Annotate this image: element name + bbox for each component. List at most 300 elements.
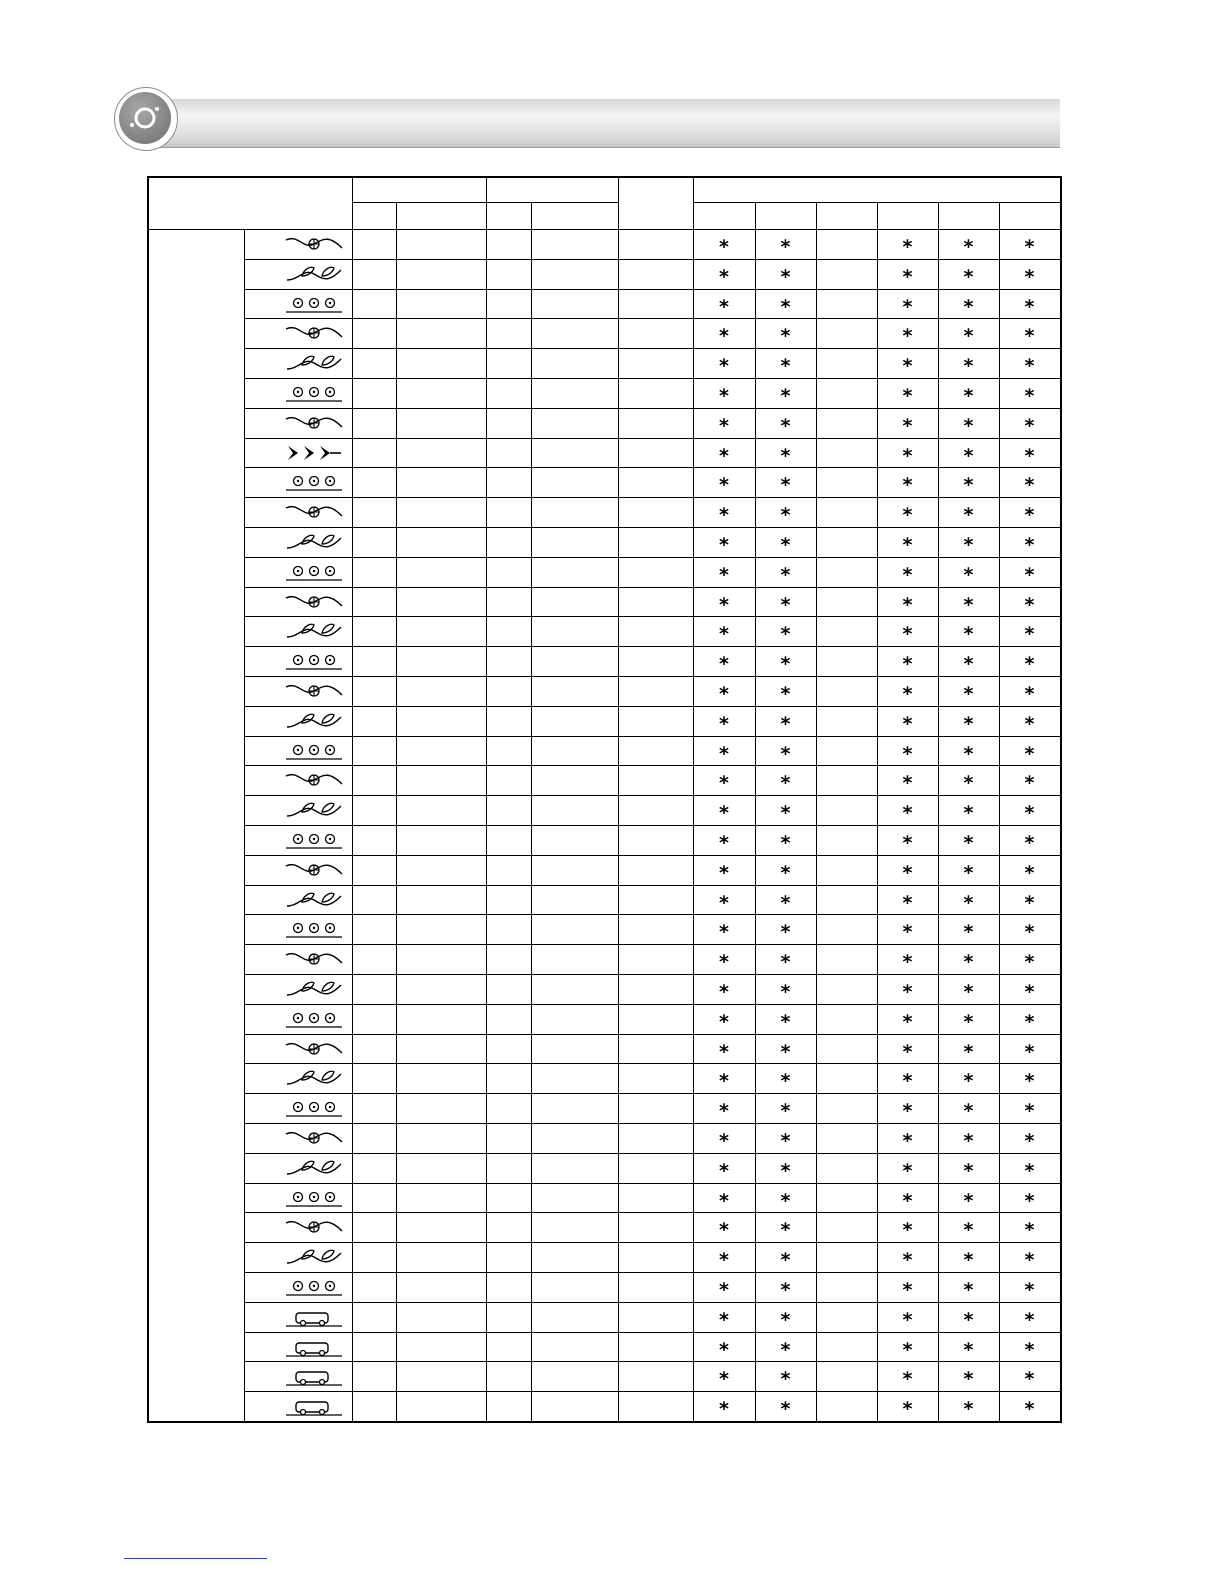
column-divider <box>531 202 532 1421</box>
availability-mark: * <box>963 355 974 378</box>
disc-icon <box>119 92 171 144</box>
row-rule <box>244 855 1060 856</box>
availability-mark: * <box>719 742 729 765</box>
availability-mark: * <box>902 533 913 556</box>
availability-mark: * <box>780 1338 791 1361</box>
availability-mark: * <box>719 1368 729 1391</box>
availability-mark: * <box>963 980 974 1003</box>
availability-mark: * <box>963 444 974 467</box>
availability-mark: * <box>780 1010 791 1033</box>
row-rule <box>244 1004 1060 1005</box>
availability-mark: * <box>1024 504 1035 527</box>
availability-mark: * <box>780 951 791 974</box>
clover-heart-icon <box>284 709 344 733</box>
availability-mark: * <box>719 1249 729 1272</box>
chevron-leaves-icon <box>284 441 344 465</box>
availability-mark: * <box>780 682 791 705</box>
row-rule <box>244 1183 1060 1184</box>
availability-mark: * <box>902 235 913 258</box>
row-rule <box>244 1034 1060 1035</box>
availability-mark: * <box>719 295 729 318</box>
row-rule <box>244 1063 1060 1064</box>
availability-mark: * <box>902 1249 913 1272</box>
availability-mark: * <box>719 1040 729 1063</box>
availability-mark: * <box>780 891 791 914</box>
grass-tuft-icon <box>284 888 344 912</box>
availability-mark: * <box>1024 1278 1035 1301</box>
availability-mark: * <box>719 563 729 586</box>
row-rule <box>244 1242 1060 1243</box>
availability-mark: * <box>780 980 791 1003</box>
row-rule <box>244 736 1060 737</box>
availability-mark: * <box>719 712 729 735</box>
availability-mark: * <box>902 861 913 884</box>
column-divider <box>486 176 487 1421</box>
row-rule <box>244 1123 1060 1124</box>
availability-mark: * <box>1024 384 1035 407</box>
availability-mark: * <box>780 1219 791 1242</box>
availability-mark: * <box>780 1368 791 1391</box>
availability-mark: * <box>963 1189 974 1212</box>
availability-mark: * <box>902 1219 913 1242</box>
availability-mark: * <box>963 1010 974 1033</box>
availability-mark: * <box>719 414 729 437</box>
availability-mark: * <box>780 772 791 795</box>
availability-mark: * <box>719 861 729 884</box>
availability-mark: * <box>963 1040 974 1063</box>
availability-mark: * <box>963 265 974 288</box>
star-flower-outline-icon <box>284 768 344 792</box>
row-rule <box>244 259 1060 260</box>
lotus-icon <box>284 1186 344 1210</box>
availability-mark: * <box>963 1070 974 1093</box>
availability-mark: * <box>1024 1338 1035 1361</box>
availability-mark: * <box>902 1070 913 1093</box>
availability-mark: * <box>963 1219 974 1242</box>
availability-mark: * <box>902 593 913 616</box>
availability-mark: * <box>1024 1129 1035 1152</box>
row-rule <box>244 1093 1060 1094</box>
availability-mark: * <box>1024 355 1035 378</box>
availability-mark: * <box>1024 951 1035 974</box>
availability-mark: * <box>780 444 791 467</box>
availability-mark: * <box>719 355 729 378</box>
table-border-right <box>1060 176 1062 1423</box>
availability-mark: * <box>719 474 729 497</box>
availability-mark: * <box>780 831 791 854</box>
availability-mark: * <box>963 1338 974 1361</box>
fern-sprig-icon <box>284 411 344 435</box>
availability-mark: * <box>902 295 913 318</box>
availability-mark: * <box>963 1249 974 1272</box>
star-flower-bold-icon <box>284 739 344 763</box>
row-rule <box>244 408 1060 409</box>
flower-garland-icon <box>284 530 344 554</box>
section-badge <box>119 92 171 144</box>
sailboat-icon <box>284 1394 344 1418</box>
wave-arch-icon <box>284 1126 344 1150</box>
column-divider <box>755 202 756 1421</box>
row-rule <box>244 885 1060 886</box>
availability-mark: * <box>902 504 913 527</box>
availability-mark: * <box>1024 1219 1035 1242</box>
row-rule <box>244 318 1060 319</box>
subheader-rule <box>352 202 618 203</box>
availability-mark: * <box>963 1398 974 1421</box>
availability-mark: * <box>1024 831 1035 854</box>
availability-mark: * <box>902 802 913 825</box>
row-rule <box>244 467 1060 468</box>
availability-mark: * <box>902 474 913 497</box>
zigzag-band-icon <box>284 1245 344 1269</box>
availability-mark: * <box>963 1129 974 1152</box>
availability-mark: * <box>1024 891 1035 914</box>
availability-mark: * <box>719 1010 729 1033</box>
heart-leaf-icon <box>284 1156 344 1180</box>
availability-mark: * <box>719 265 729 288</box>
availability-mark: * <box>902 1368 913 1391</box>
bead-diamond-icon <box>284 1037 344 1061</box>
availability-mark: * <box>719 1338 729 1361</box>
table-border-top <box>147 176 1060 178</box>
availability-mark: * <box>902 414 913 437</box>
availability-mark: * <box>963 1368 974 1391</box>
footer-link-underline[interactable] <box>124 1558 267 1559</box>
row-rule <box>244 676 1060 677</box>
wheat-icon <box>284 947 344 971</box>
availability-mark: * <box>963 1159 974 1182</box>
availability-mark: * <box>780 653 791 676</box>
butterfly-vine-icon <box>284 500 344 524</box>
leaf-branch-icon <box>284 828 344 852</box>
availability-mark: * <box>719 504 729 527</box>
availability-mark: * <box>719 951 729 974</box>
availability-mark: * <box>1024 1159 1035 1182</box>
row-rule <box>244 1272 1060 1273</box>
availability-mark: * <box>780 802 791 825</box>
blossom-cluster-icon <box>284 590 344 614</box>
availability-mark: * <box>1024 682 1035 705</box>
availability-mark: * <box>963 325 974 348</box>
row-rule <box>244 497 1060 498</box>
availability-mark: * <box>963 384 974 407</box>
availability-mark: * <box>780 265 791 288</box>
row-rule <box>244 587 1060 588</box>
availability-mark: * <box>780 414 791 437</box>
availability-mark: * <box>780 1159 791 1182</box>
availability-mark: * <box>963 653 974 676</box>
availability-mark: * <box>1024 1308 1035 1331</box>
availability-mark: * <box>902 355 913 378</box>
availability-mark: * <box>902 951 913 974</box>
row-rule <box>244 1391 1060 1392</box>
double-bow-icon <box>284 381 344 405</box>
availability-mark: * <box>780 355 791 378</box>
availability-mark: * <box>780 325 791 348</box>
availability-mark: * <box>780 623 791 646</box>
availability-mark: * <box>719 891 729 914</box>
availability-mark: * <box>963 623 974 646</box>
availability-mark: * <box>963 593 974 616</box>
availability-mark: * <box>780 295 791 318</box>
availability-mark: * <box>1024 1040 1035 1063</box>
column-divider <box>618 176 619 1421</box>
availability-mark: * <box>1024 414 1035 437</box>
availability-mark: * <box>902 1010 913 1033</box>
availability-mark: * <box>780 384 791 407</box>
availability-mark: * <box>902 1338 913 1361</box>
row-rule <box>244 706 1060 707</box>
row-rule <box>244 1361 1060 1362</box>
bead-cluster-icon <box>284 1066 344 1090</box>
availability-mark: * <box>1024 444 1035 467</box>
availability-mark: * <box>1024 1368 1035 1391</box>
availability-mark: * <box>719 1070 729 1093</box>
leaf-chain-icon <box>284 1007 344 1031</box>
drifting-leaves-icon <box>284 470 344 494</box>
availability-mark: * <box>719 1398 729 1421</box>
row-rule <box>244 765 1060 766</box>
availability-mark: * <box>1024 1249 1035 1272</box>
availability-mark: * <box>902 1308 913 1331</box>
availability-mark: * <box>719 1189 729 1212</box>
availability-mark: * <box>1024 265 1035 288</box>
availability-mark: * <box>1024 742 1035 765</box>
availability-mark: * <box>902 384 913 407</box>
availability-mark: * <box>963 682 974 705</box>
leaf-pair-icon <box>284 798 344 822</box>
row-rule <box>244 289 1060 290</box>
availability-mark: * <box>719 444 729 467</box>
availability-mark: * <box>719 325 729 348</box>
column-divider <box>396 202 397 1421</box>
availability-mark: * <box>780 235 791 258</box>
row-rule <box>244 1212 1060 1213</box>
availability-mark: * <box>719 802 729 825</box>
availability-mark: * <box>902 891 913 914</box>
availability-mark: * <box>902 1189 913 1212</box>
availability-mark: * <box>780 1070 791 1093</box>
tulip-bud-icon <box>284 321 344 345</box>
availability-mark: * <box>1024 325 1035 348</box>
tulip-leaf-icon <box>284 560 344 584</box>
row-rule <box>244 944 1060 945</box>
availability-mark: * <box>963 474 974 497</box>
availability-mark: * <box>963 951 974 974</box>
availability-mark: * <box>719 1278 729 1301</box>
availability-mark: * <box>719 1100 729 1123</box>
availability-mark: * <box>719 921 729 944</box>
availability-mark: * <box>1024 921 1035 944</box>
availability-mark: * <box>963 1100 974 1123</box>
availability-mark: * <box>780 1278 791 1301</box>
availability-mark: * <box>719 623 729 646</box>
availability-mark: * <box>780 1398 791 1421</box>
header-bottom-rule <box>147 229 1060 230</box>
row-rule <box>244 616 1060 617</box>
availability-mark: * <box>780 1249 791 1272</box>
car-icon <box>284 1364 344 1388</box>
availability-mark: * <box>1024 653 1035 676</box>
availability-mark: * <box>963 831 974 854</box>
availability-mark: * <box>1024 295 1035 318</box>
row-rule <box>244 1332 1060 1333</box>
leaf-swirl-icon <box>284 262 344 286</box>
availability-mark: * <box>780 533 791 556</box>
table-border-left <box>147 176 149 1423</box>
availability-mark: * <box>1024 474 1035 497</box>
row-rule <box>244 557 1060 558</box>
availability-mark: * <box>1024 235 1035 258</box>
scroll-knot-icon <box>284 1096 344 1120</box>
availability-mark: * <box>780 1100 791 1123</box>
availability-mark: * <box>902 1159 913 1182</box>
row-rule <box>244 1302 1060 1303</box>
availability-mark: * <box>1024 1010 1035 1033</box>
availability-mark: * <box>1024 1100 1035 1123</box>
column-divider <box>352 176 353 1421</box>
availability-mark: * <box>963 563 974 586</box>
row-rule <box>244 974 1060 975</box>
bird-swirl-icon <box>284 1275 344 1299</box>
availability-mark: * <box>719 831 729 854</box>
rose-vine-icon <box>284 619 344 643</box>
availability-mark: * <box>719 593 729 616</box>
availability-mark: * <box>780 1040 791 1063</box>
availability-mark: * <box>719 1219 729 1242</box>
availability-mark: * <box>719 533 729 556</box>
availability-mark: * <box>719 682 729 705</box>
availability-mark: * <box>780 474 791 497</box>
availability-mark: * <box>963 712 974 735</box>
availability-mark: * <box>780 742 791 765</box>
column-divider <box>816 202 817 1421</box>
availability-mark: * <box>902 921 913 944</box>
column-divider <box>938 202 939 1421</box>
availability-mark: * <box>719 235 729 258</box>
availability-mark: * <box>963 414 974 437</box>
availability-mark: * <box>780 593 791 616</box>
availability-mark: * <box>1024 1398 1035 1421</box>
availability-mark: * <box>780 921 791 944</box>
availability-mark: * <box>1024 533 1035 556</box>
availability-mark: * <box>902 1100 913 1123</box>
availability-mark: * <box>1024 802 1035 825</box>
availability-mark: * <box>902 831 913 854</box>
row-rule <box>244 378 1060 379</box>
row-rule <box>244 348 1060 349</box>
availability-mark: * <box>963 295 974 318</box>
availability-mark: * <box>963 772 974 795</box>
availability-mark: * <box>1024 1070 1035 1093</box>
column-divider <box>877 202 878 1421</box>
availability-mark: * <box>780 1189 791 1212</box>
availability-mark: * <box>902 1129 913 1152</box>
availability-mark: * <box>1024 712 1035 735</box>
tulip-row-icon <box>284 679 344 703</box>
daisy-row-icon <box>284 1215 344 1239</box>
availability-mark: * <box>780 712 791 735</box>
availability-mark: * <box>963 891 974 914</box>
column-divider <box>693 176 694 1421</box>
rosebud-vine-icon <box>284 649 344 673</box>
truck-icon <box>284 1305 344 1329</box>
availability-mark: * <box>902 1040 913 1063</box>
availability-mark: * <box>963 921 974 944</box>
availability-mark: * <box>902 653 913 676</box>
availability-mark: * <box>1024 980 1035 1003</box>
availability-mark: * <box>780 563 791 586</box>
availability-mark: * <box>902 682 913 705</box>
availability-mark: * <box>902 980 913 1003</box>
availability-mark: * <box>902 772 913 795</box>
flower-scroll-icon <box>284 858 344 882</box>
availability-mark: * <box>902 712 913 735</box>
row-rule <box>244 527 1060 528</box>
availability-mark: * <box>902 563 913 586</box>
availability-mark: * <box>902 444 913 467</box>
column-divider <box>999 202 1000 1421</box>
availability-mark: * <box>963 861 974 884</box>
availability-mark: * <box>902 325 913 348</box>
veined-leaf-icon <box>284 977 344 1001</box>
availability-mark: * <box>963 235 974 258</box>
availability-mark: * <box>1024 861 1035 884</box>
availability-mark: * <box>780 504 791 527</box>
availability-mark: * <box>780 1129 791 1152</box>
table-border-bottom <box>147 1421 1061 1423</box>
bow-vine-icon <box>284 351 344 375</box>
availability-mark: * <box>1024 1189 1035 1212</box>
flower-vine-icon <box>284 232 344 256</box>
availability-mark: * <box>719 1159 729 1182</box>
availability-mark: * <box>963 802 974 825</box>
availability-mark: * <box>902 1278 913 1301</box>
ivy-leaf-icon <box>284 917 344 941</box>
availability-mark: * <box>719 1129 729 1152</box>
row-rule <box>244 914 1060 915</box>
row-rule <box>244 795 1060 796</box>
availability-mark: * <box>963 504 974 527</box>
availability-mark: * <box>902 1398 913 1421</box>
availability-mark: * <box>1024 772 1035 795</box>
availability-mark: * <box>1024 623 1035 646</box>
availability-mark: * <box>1024 563 1035 586</box>
availability-mark: * <box>719 772 729 795</box>
row-rule <box>244 825 1060 826</box>
availability-mark: * <box>719 980 729 1003</box>
arrow-sprout-icon <box>284 292 344 316</box>
row-rule <box>244 646 1060 647</box>
availability-mark: * <box>902 265 913 288</box>
section-banner <box>160 99 1060 148</box>
availability-mark: * <box>719 1308 729 1331</box>
availability-mark: * <box>780 861 791 884</box>
availability-mark: * <box>963 533 974 556</box>
availability-mark: * <box>780 1308 791 1331</box>
availability-mark: * <box>1024 593 1035 616</box>
availability-mark: * <box>902 742 913 765</box>
availability-mark: * <box>719 384 729 407</box>
availability-mark: * <box>963 1308 974 1331</box>
availability-mark: * <box>902 623 913 646</box>
availability-mark: * <box>963 742 974 765</box>
availability-mark: * <box>719 653 729 676</box>
helicopter-icon <box>284 1335 344 1359</box>
row-rule <box>244 438 1060 439</box>
row-rule <box>244 1153 1060 1154</box>
availability-mark: * <box>963 1278 974 1301</box>
